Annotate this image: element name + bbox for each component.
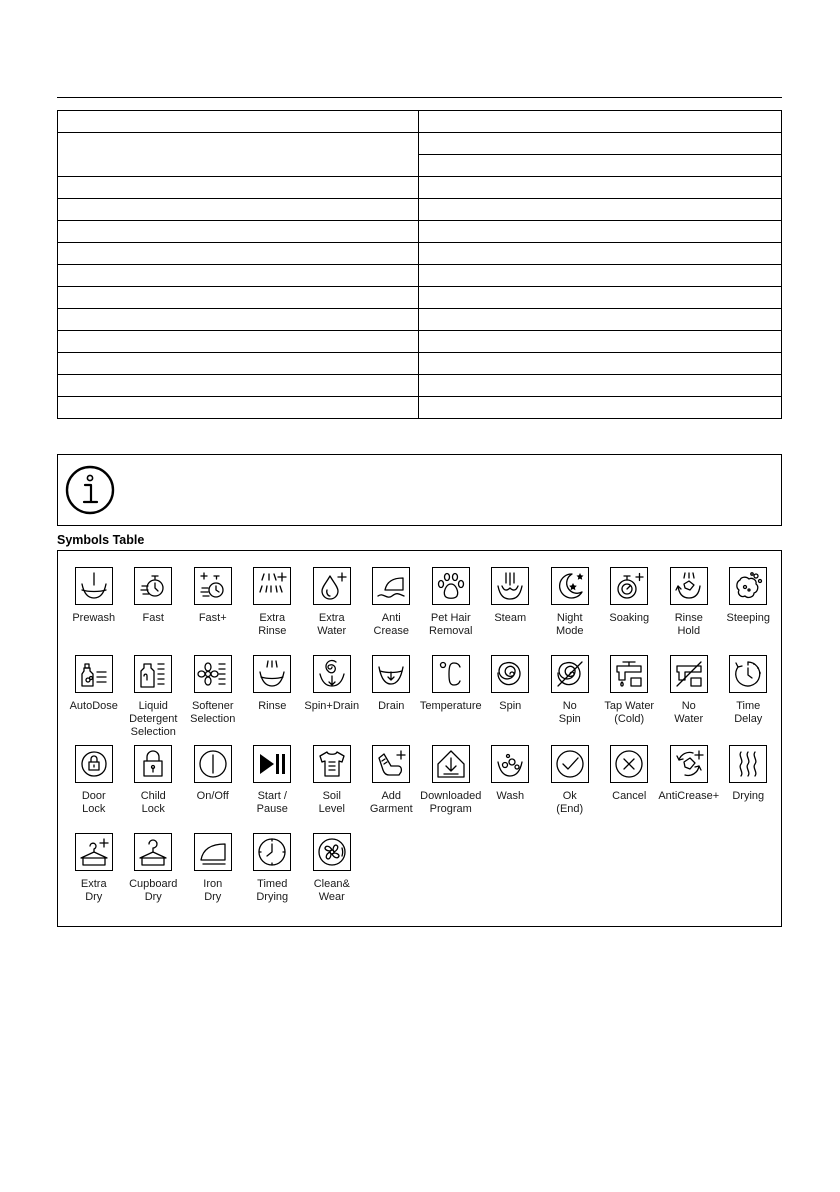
table-row xyxy=(58,353,782,375)
add-garment-icon xyxy=(375,748,407,780)
symbol-label: Cupboard Dry xyxy=(129,878,178,903)
symbol-label: Clean& Wear xyxy=(313,878,350,903)
table-cell xyxy=(419,243,782,265)
symbol-extra-water xyxy=(302,567,362,638)
table-cell xyxy=(58,375,419,397)
symbol-label: Extra Water xyxy=(317,612,347,637)
symbol-label: Rinse Hold xyxy=(674,612,703,637)
symbol-cupboard-dry xyxy=(124,833,184,904)
symbol-label: On/Off xyxy=(196,790,229,802)
anti-crease-icon xyxy=(375,570,407,602)
symbol-clean-wear xyxy=(302,833,362,904)
table-row xyxy=(58,111,782,133)
cancel-icon xyxy=(613,748,645,780)
symbol-label: Fast+ xyxy=(198,612,227,624)
timed-drying-icon xyxy=(256,836,288,868)
symbol-label: Drying xyxy=(732,790,765,802)
time-delay-icon xyxy=(732,658,764,690)
symbol-label: Fast xyxy=(142,612,164,624)
table-row xyxy=(58,243,782,265)
symbol-tap-water-cold xyxy=(600,655,660,739)
symbol-label: Drain xyxy=(378,700,405,712)
symbol-night-mode xyxy=(540,567,600,638)
symbol-anticrease-plus xyxy=(659,745,719,816)
symbol-prewash xyxy=(64,567,124,638)
fast-icon xyxy=(137,570,169,602)
symbol-fast xyxy=(124,567,184,638)
symbol-label: No Water xyxy=(674,700,704,725)
child-lock-icon xyxy=(137,748,169,780)
symbol-wash xyxy=(481,745,541,816)
table-row xyxy=(58,331,782,353)
clean-wear-icon xyxy=(316,836,348,868)
symbol-rinse xyxy=(243,655,303,739)
symbol-label: Tap Water (Cold) xyxy=(604,700,655,725)
extra-dry-icon xyxy=(78,836,110,868)
table-row xyxy=(58,309,782,331)
on-off-icon xyxy=(197,748,229,780)
table-cell xyxy=(419,375,782,397)
extra-water-icon xyxy=(316,570,348,602)
spec-table xyxy=(57,110,782,419)
symbol-label: Spin+Drain xyxy=(304,700,360,712)
symbols-row xyxy=(64,567,778,638)
table-cell xyxy=(419,397,782,419)
symbol-label: Temperature xyxy=(419,700,482,712)
symbol-door-lock xyxy=(64,745,124,816)
soaking-icon xyxy=(613,570,645,602)
symbol-label: Extra Dry xyxy=(80,878,107,903)
symbol-ok-end xyxy=(540,745,600,816)
spin-icon xyxy=(494,658,526,690)
no-spin-icon xyxy=(554,658,586,690)
symbol-label: Downloaded Program xyxy=(420,790,482,815)
table-cell xyxy=(58,133,419,177)
symbol-label: Rinse xyxy=(258,700,287,712)
night-mode-icon xyxy=(554,570,586,602)
symbol-label: Anti Crease xyxy=(373,612,409,637)
pet-hair-removal-icon xyxy=(435,570,467,602)
drain-icon xyxy=(375,658,407,690)
symbol-timed-drying xyxy=(243,833,303,904)
table-row xyxy=(58,133,782,155)
symbol-label: Liquid Detergent Selection xyxy=(129,700,178,738)
table-cell xyxy=(419,155,782,177)
symbol-label: Add Garment xyxy=(369,790,413,815)
symbol-soil-level xyxy=(302,745,362,816)
steeping-icon xyxy=(732,570,764,602)
symbol-label: Time Delay xyxy=(734,700,763,725)
symbol-label: Door Lock xyxy=(81,790,106,815)
cupboard-dry-icon xyxy=(137,836,169,868)
symbol-autodose xyxy=(64,655,124,739)
prewash-icon xyxy=(78,570,110,602)
tap-water-icon xyxy=(613,658,645,690)
symbol-label: Child Lock xyxy=(140,790,166,815)
symbol-label: Ok (End) xyxy=(556,790,584,815)
table-row xyxy=(58,177,782,199)
table-cell xyxy=(58,177,419,199)
symbol-label: Start / Pause xyxy=(256,790,288,815)
symbol-label: Soaking xyxy=(609,612,650,624)
table-cell xyxy=(419,133,782,155)
symbol-extra-dry xyxy=(64,833,124,904)
table-row xyxy=(58,221,782,243)
extra-rinse-icon xyxy=(256,570,288,602)
symbol-spin xyxy=(481,655,541,739)
symbol-pet-hair-removal xyxy=(421,567,481,638)
wash-icon xyxy=(494,748,526,780)
symbol-softener-selection xyxy=(183,655,243,739)
door-lock-icon xyxy=(78,748,110,780)
info-icon xyxy=(64,464,116,516)
symbol-label: Steam xyxy=(494,612,527,624)
symbol-rinse-hold xyxy=(659,567,719,638)
start-pause-icon xyxy=(256,748,288,780)
iron-dry-icon xyxy=(197,836,229,868)
table-row xyxy=(58,397,782,419)
table-cell xyxy=(419,353,782,375)
spin-drain-icon xyxy=(316,658,348,690)
softener-selection-icon xyxy=(197,658,229,690)
symbol-label: Prewash xyxy=(72,612,116,624)
symbol-steam xyxy=(481,567,541,638)
symbol-drying xyxy=(719,745,779,816)
table-cell xyxy=(419,221,782,243)
symbol-label: Cancel xyxy=(612,790,647,802)
drying-icon xyxy=(732,748,764,780)
table-cell xyxy=(58,397,419,419)
info-note xyxy=(57,454,782,526)
temperature-icon xyxy=(435,658,467,690)
symbol-label: Night Mode xyxy=(555,612,584,637)
symbol-add-garment xyxy=(362,745,422,816)
symbol-fast-plus xyxy=(183,567,243,638)
table-cell xyxy=(58,199,419,221)
symbol-no-spin xyxy=(540,655,600,739)
table-row xyxy=(58,265,782,287)
table-cell xyxy=(58,243,419,265)
symbol-downloaded-program xyxy=(421,745,481,816)
table-cell xyxy=(419,177,782,199)
table-cell xyxy=(419,287,782,309)
symbol-label: AntiCrease+ xyxy=(658,790,720,802)
symbol-iron-dry xyxy=(183,833,243,904)
symbol-time-delay xyxy=(719,655,779,739)
autodose-icon xyxy=(78,658,110,690)
symbol-label: Softener Selection xyxy=(190,700,236,725)
symbols-table-title: Symbols Table xyxy=(57,533,145,547)
symbol-label: Pet Hair Removal xyxy=(429,612,473,637)
table-cell xyxy=(419,199,782,221)
ok-end-icon xyxy=(554,748,586,780)
anticrease-plus-icon xyxy=(673,748,705,780)
symbol-extra-rinse xyxy=(243,567,303,638)
symbols-row xyxy=(64,655,778,739)
top-rule xyxy=(57,97,782,98)
rinse-icon xyxy=(256,658,288,690)
symbol-label: No Spin xyxy=(558,700,581,725)
symbol-anti-crease xyxy=(362,567,422,638)
table-cell xyxy=(58,265,419,287)
symbols-row xyxy=(64,745,778,816)
table-cell xyxy=(419,331,782,353)
symbol-temperature xyxy=(421,655,481,739)
symbol-on-off xyxy=(183,745,243,816)
table-cell xyxy=(58,111,419,133)
table-row xyxy=(58,287,782,309)
downloaded-program-icon xyxy=(435,748,467,780)
symbol-spin-drain xyxy=(302,655,362,739)
liquid-detergent-icon xyxy=(137,658,169,690)
table-cell xyxy=(58,221,419,243)
symbol-no-water xyxy=(659,655,719,739)
symbol-cancel xyxy=(600,745,660,816)
table-row xyxy=(58,199,782,221)
rinse-hold-icon xyxy=(673,570,705,602)
table-cell xyxy=(419,265,782,287)
symbol-label: Iron Dry xyxy=(203,878,223,903)
symbol-soaking xyxy=(600,567,660,638)
table-cell xyxy=(419,111,782,133)
table-row xyxy=(58,375,782,397)
symbol-label: Spin xyxy=(499,700,522,712)
symbols-row xyxy=(64,833,362,904)
symbol-label: Extra Rinse xyxy=(258,612,287,637)
table-cell xyxy=(58,287,419,309)
symbol-start-pause xyxy=(243,745,303,816)
table-cell xyxy=(58,331,419,353)
symbol-label: Soil Level xyxy=(318,790,345,815)
symbol-label: Timed Drying xyxy=(256,878,289,903)
steam-icon xyxy=(494,570,526,602)
fast-plus-icon xyxy=(197,570,229,602)
symbol-drain xyxy=(362,655,422,739)
symbol-steeping xyxy=(719,567,779,638)
symbol-label: AutoDose xyxy=(69,700,118,712)
table-cell xyxy=(58,353,419,375)
symbol-label: Steeping xyxy=(726,612,770,624)
table-cell xyxy=(419,309,782,331)
symbol-liquid-detergent-selection xyxy=(124,655,184,739)
symbol-label: Wash xyxy=(496,790,525,802)
soil-level-icon xyxy=(316,748,348,780)
symbols-table xyxy=(57,550,782,927)
no-water-icon xyxy=(673,658,705,690)
table-cell xyxy=(58,309,419,331)
symbol-child-lock xyxy=(124,745,184,816)
